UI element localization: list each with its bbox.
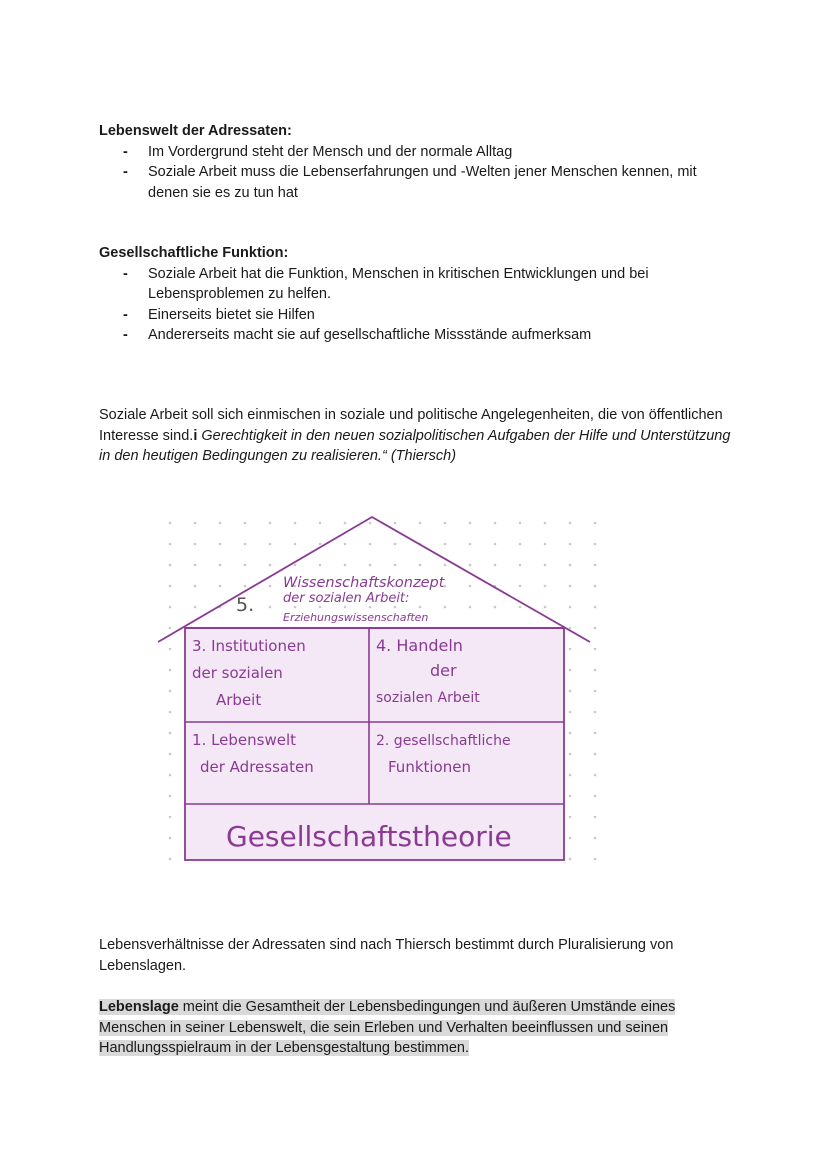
list-lebenswelt xyxy=(99,142,739,204)
heading-lebenswelt: Lebenswelt der Adressaten: xyxy=(99,123,292,139)
house-diagram xyxy=(150,508,600,868)
cell-1-line-2: der Adressaten xyxy=(200,758,314,776)
list-item: - Soziale Arbeit hat die Funktion, Menschen in kritischen Entwicklungen und bei Lebensproblemen zu helfen. xyxy=(99,264,739,305)
list-item: - Andererseits macht sie auf gesellschaftliche Missstände aufmerksam xyxy=(99,325,739,346)
cell-4-line-1: 4. Handeln xyxy=(376,636,463,655)
cell-3-line-2: der sozialen xyxy=(192,664,283,682)
definition-lebenslage xyxy=(99,997,714,1059)
definition-text: meint die Gesamtheit der Lebensbedingungen und äußeren Umstände eines Menschen in seiner Lebenswelt, die sein Erleben und Verhalten beeinflussen und seinen Handlungsspielraum in der Lebensgestaltung bestimmen. xyxy=(99,999,676,1056)
quote-mark: i xyxy=(193,427,198,444)
cell-3-line-1: 3. Institutionen xyxy=(192,637,306,655)
cell-4-line-3: sozialen Arbeit xyxy=(376,690,480,706)
paragraph-lebensverhaeltnisse: Lebensverhältnisse der Adressaten sind nach Thiersch bestimmt durch Pluralisierung von Lebenslagen. xyxy=(99,937,674,974)
cell-1-line-1: 1. Lebenswelt xyxy=(192,731,297,749)
foundation-label: Gesellschaftstheorie xyxy=(226,820,512,853)
roof-line-1: Wissenschaftskonzept xyxy=(283,575,445,591)
list-funktion xyxy=(99,264,739,346)
list-item: - Einerseits bietet sie Hilfen xyxy=(99,305,739,326)
quote-lead: Soziale Arbeit soll sich einmischen in soziale und politische Angelegenheiten, die von öffentlichen Interesse sind. xyxy=(99,407,723,444)
section-funktion xyxy=(99,243,739,346)
roof-line-2: der sozialen Arbeit: xyxy=(283,591,410,606)
section-lebenswelt xyxy=(99,121,739,203)
cell-4-line-2: der xyxy=(430,661,457,680)
cell-3-line-3: Arbeit xyxy=(216,691,262,709)
quote-paragraph xyxy=(99,405,739,467)
definition-term: Lebenslage xyxy=(99,999,179,1015)
roof-line-3: Erziehungswissenschaften xyxy=(283,611,429,624)
list-item: - Soziale Arbeit muss die Lebenserfahrungen und -Welten jener Menschen kennen, mit denen sie es zu tun hat xyxy=(99,162,739,203)
list-item: - Im Vordergrund steht der Mensch und der normale Alltag xyxy=(99,142,739,163)
quote-italic: Gerechtigkeit in den neuen sozialpolitischen Aufgaben der Hilfe und Unterstützung in den heutigen Bedingungen zu realisieren.“ (Thiersch) xyxy=(99,427,731,464)
heading-funktion: Gesellschaftliche Funktion: xyxy=(99,245,289,261)
cell-2-line-2: Funktionen xyxy=(388,758,471,776)
cell-2-line-1: 2. gesellschaftliche xyxy=(376,733,511,749)
roof-number: 5. xyxy=(236,594,255,616)
